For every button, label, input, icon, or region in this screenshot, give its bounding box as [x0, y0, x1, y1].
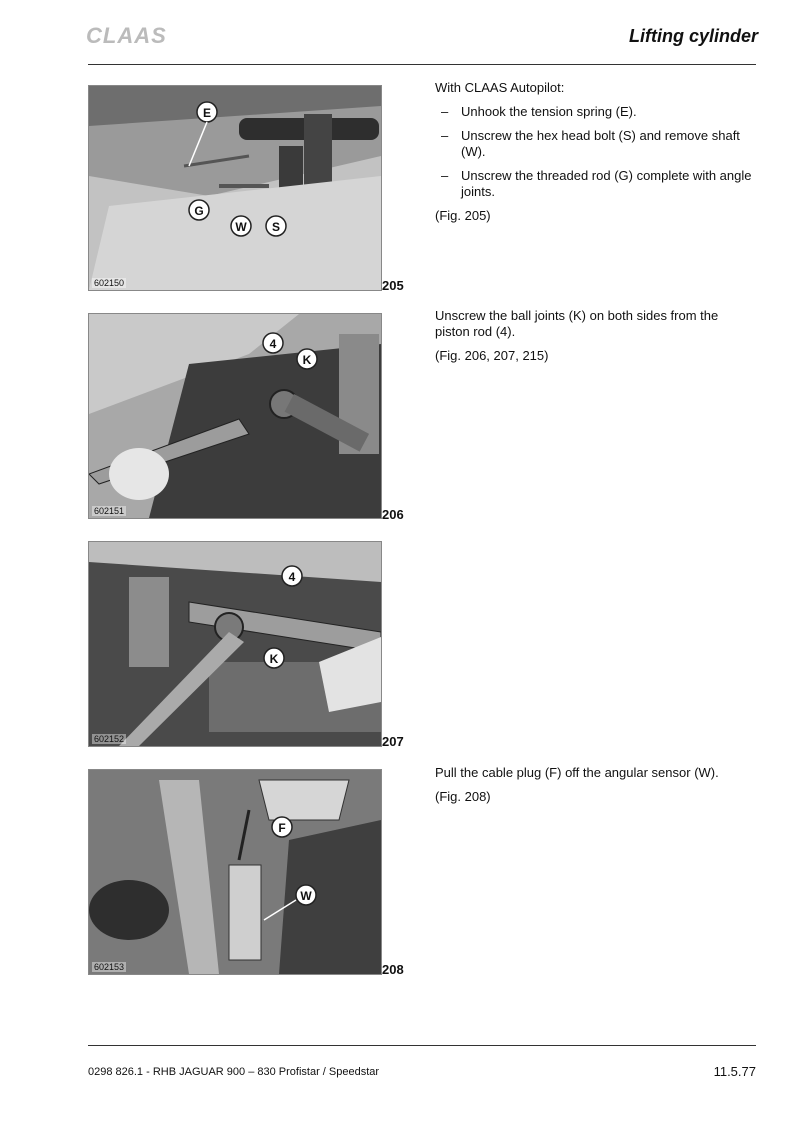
- photo-id: 602151: [94, 506, 125, 516]
- svg-text:CLAAS: CLAAS: [86, 24, 167, 46]
- document-reference: 0298 826.1 - RHB JAGUAR 900 – 830 Profistar / Speedstar: [88, 1066, 380, 1078]
- page-title: Lifting cylinder: [628, 26, 758, 46]
- figure-ref: (Fig. 205): [435, 208, 491, 223]
- section-cable-plug: [435, 765, 755, 813]
- step-item: – Unscrew the hex head bolt (S) and remove shaft (W).: [435, 128, 755, 160]
- figure-ref: (Fig. 206, 207, 215): [435, 348, 549, 363]
- photo-id: 602152: [94, 734, 125, 744]
- callout-F: F: [278, 821, 286, 835]
- header-divider: [88, 64, 756, 65]
- callout-W: W: [300, 889, 312, 903]
- figure-number: 207: [382, 734, 404, 749]
- section-intro: Unscrew the ball joints (K) on both sides from the piston rod (4).: [435, 308, 719, 339]
- step-item: – Unscrew the threaded rod (G) complete with angle joints.: [435, 168, 755, 200]
- callout-K: K: [302, 353, 312, 367]
- photo-id: 602153: [94, 962, 125, 972]
- photo-id: 602150: [94, 278, 125, 288]
- figure-number: 206: [382, 507, 404, 522]
- callout-S: S: [271, 220, 281, 234]
- claas-logo: [86, 24, 190, 46]
- footer-divider: [88, 1045, 756, 1046]
- figure-ref: (Fig. 208): [435, 789, 491, 804]
- figure-number: 205: [382, 278, 404, 293]
- figure-207-photo: [88, 541, 382, 747]
- page-number: 11.5.77: [713, 1064, 756, 1079]
- callout-K: K: [269, 652, 279, 666]
- figure-208-photo: [88, 769, 382, 975]
- step-list: [435, 104, 755, 200]
- section-autopilot: [435, 80, 755, 232]
- section-ball-joints: [435, 308, 755, 372]
- callout-G: G: [194, 204, 204, 218]
- figure-205-photo: [88, 85, 382, 291]
- section-intro: With CLAAS Autopilot:: [435, 80, 565, 95]
- callout-4: 4: [269, 337, 277, 351]
- figure-number: 208: [382, 962, 404, 977]
- callout-E: E: [202, 106, 212, 120]
- callout-W: W: [235, 220, 247, 234]
- figure-206-photo: [88, 313, 382, 519]
- step-item: – Unhook the tension spring (E).: [435, 104, 755, 120]
- callout-4: 4: [288, 570, 296, 584]
- section-intro: Pull the cable plug (F) off the angular sensor (W).: [435, 765, 719, 780]
